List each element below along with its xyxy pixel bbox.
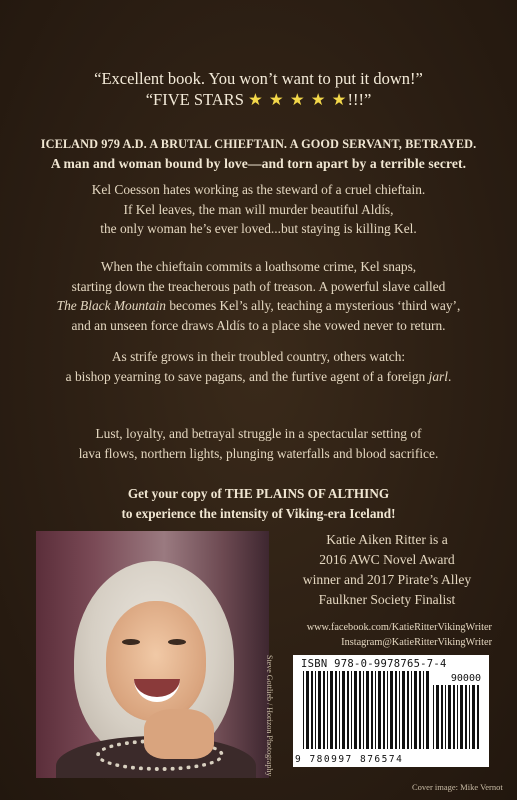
barcode-bar <box>387 671 388 749</box>
barcode-bar <box>433 685 434 749</box>
barcode-bar <box>327 671 328 749</box>
ean-number: 9 780997 876574 <box>295 754 404 765</box>
barcode-bar <box>445 685 446 749</box>
barcode-bar <box>457 685 458 749</box>
synopsis-fragment: a bishop yearning to save pagans, and the furtive agent of a foreign <box>65 368 429 384</box>
headline <box>0 134 517 174</box>
cta-line-2: to experience the intensity of Viking-era Iceland! <box>121 506 396 521</box>
review-line-2 <box>0 89 517 110</box>
barcode-bar <box>351 671 352 749</box>
barcode-bar <box>460 685 463 749</box>
barcode-bar <box>411 671 412 749</box>
barcode-bar <box>395 671 397 749</box>
author-eye-right <box>168 639 186 645</box>
barcode-bar <box>378 671 381 749</box>
call-to-action <box>0 484 517 524</box>
review-exclaim: !!!” <box>347 90 372 109</box>
synopsis-line: Kel Coesson hates working as the steward of a cruel chieftain. <box>91 182 426 197</box>
synopsis-paragraph-4 <box>0 424 517 463</box>
barcode-bar <box>303 671 304 749</box>
author-hand <box>144 709 214 759</box>
bio-line: winner and 2017 Pirate’s Alley <box>302 572 472 587</box>
barcode-bar <box>354 671 357 749</box>
synopsis-line: the only woman he’s ever loved...but staying is killing Kel. <box>100 221 417 236</box>
barcode-bar <box>426 671 429 749</box>
bio-line: 2016 AWC Novel Award <box>319 552 455 567</box>
synopsis-paragraph-1 <box>0 180 517 239</box>
synopsis-line: When the chieftain commits a loathsome crime, Kel snaps, <box>100 259 417 274</box>
bio-line: Katie Aiken Ritter is a <box>326 532 448 547</box>
synopsis-line: lava flows, northern lights, plunging waterfalls and blood sacrifice. <box>78 445 439 461</box>
barcode-bar <box>436 685 439 749</box>
barcode-bar <box>402 671 405 749</box>
facebook-link[interactable]: www.facebook.com/KatieRitterVikingWriter <box>306 622 492 633</box>
barcode-bar <box>318 671 321 749</box>
synopsis-paragraph-2 <box>0 257 517 335</box>
black-mountain-title: The Black Mountain <box>56 298 166 313</box>
synopsis-line: starting down the treacherous path of treason. A powerful slave called <box>71 278 446 294</box>
barcode-bar <box>363 671 364 749</box>
barcode-bar <box>323 671 325 749</box>
barcode-bar <box>315 671 316 749</box>
synopsis-line: If Kel leaves, the man will murder beautiful Aldís, <box>123 201 394 217</box>
barcode-bar <box>311 671 313 749</box>
isbn-barcode <box>293 655 489 767</box>
barcode-bar <box>469 685 470 749</box>
review-five-stars-text: “FIVE STARS <box>145 90 248 109</box>
review-quote <box>0 68 517 110</box>
barcode-bar <box>383 671 385 749</box>
author-face <box>106 601 206 721</box>
synopsis-paragraph-3 <box>0 347 517 386</box>
synopsis-line: and an unseen force draws Aldís to a place she vowed never to return. <box>71 317 446 333</box>
social-links <box>282 620 492 650</box>
barcode-bar <box>441 685 443 749</box>
instagram-link[interactable]: Instagram@KatieRitterVikingWriter <box>341 637 492 648</box>
review-line-1: “Excellent book. You won’t want to put it down!” <box>94 69 423 88</box>
synopsis-line <box>0 367 517 387</box>
barcode-bar <box>390 671 393 749</box>
barcode-addon-bars <box>433 685 481 749</box>
author-bio <box>282 530 492 610</box>
barcode-bar <box>330 671 333 749</box>
barcode-bar <box>477 685 479 749</box>
synopsis-fragment: . <box>447 368 452 384</box>
barcode-bar <box>339 671 340 749</box>
isbn-text: ISBN 978-0-9978765-7-4 <box>301 658 447 670</box>
cta-line-1: Get your copy of THE PLAINS OF ALTHING <box>127 486 390 501</box>
jarl-word: jarl <box>428 368 448 384</box>
synopsis-line: As strife grows in their troubled country, others watch: <box>111 349 406 364</box>
barcode-bar <box>419 671 421 749</box>
star-rating-icon: ★ ★ ★ ★ ★ <box>248 90 348 109</box>
synopsis-fragment: becomes Kel’s ally, teaching a mysterious ‘third way’, <box>165 298 461 313</box>
barcode-bar <box>399 671 400 749</box>
author-photo <box>36 531 269 778</box>
barcode-bar <box>342 671 345 749</box>
synopsis-line <box>0 296 517 316</box>
barcode-bar <box>472 685 475 749</box>
headline-line-2: A man and woman bound by love—and torn apart by a terrible secret. <box>50 156 467 171</box>
barcode-main-bars <box>303 671 429 749</box>
barcode-bar <box>407 671 409 749</box>
barcode-bar <box>359 671 361 749</box>
barcode-bar <box>448 685 451 749</box>
barcode-bar <box>366 671 369 749</box>
barcode-bar <box>371 671 373 749</box>
barcode-bar <box>465 685 467 749</box>
photo-credit: Steve Gottlieb / Horizon Photography <box>265 655 274 777</box>
cover-image-credit: Cover image: Mike Vernot <box>412 782 503 792</box>
barcode-bar <box>453 685 455 749</box>
barcode-bar <box>375 671 376 749</box>
price-code: 90000 <box>450 673 481 684</box>
author-eye-left <box>122 639 140 645</box>
barcode-bar <box>335 671 337 749</box>
barcode-bar <box>306 671 309 749</box>
barcode-bar <box>414 671 417 749</box>
barcode-bar <box>423 671 424 749</box>
barcode-bar <box>347 671 349 749</box>
bio-line: Faulkner Society Finalist <box>318 592 456 607</box>
headline-line-1: ICELAND 979 A.D. A BRUTAL CHIEFTAIN. A GOOD SERVANT, BETRAYED. <box>40 137 477 151</box>
synopsis-line: Lust, loyalty, and betrayal struggle in a spectacular setting of <box>95 426 422 441</box>
